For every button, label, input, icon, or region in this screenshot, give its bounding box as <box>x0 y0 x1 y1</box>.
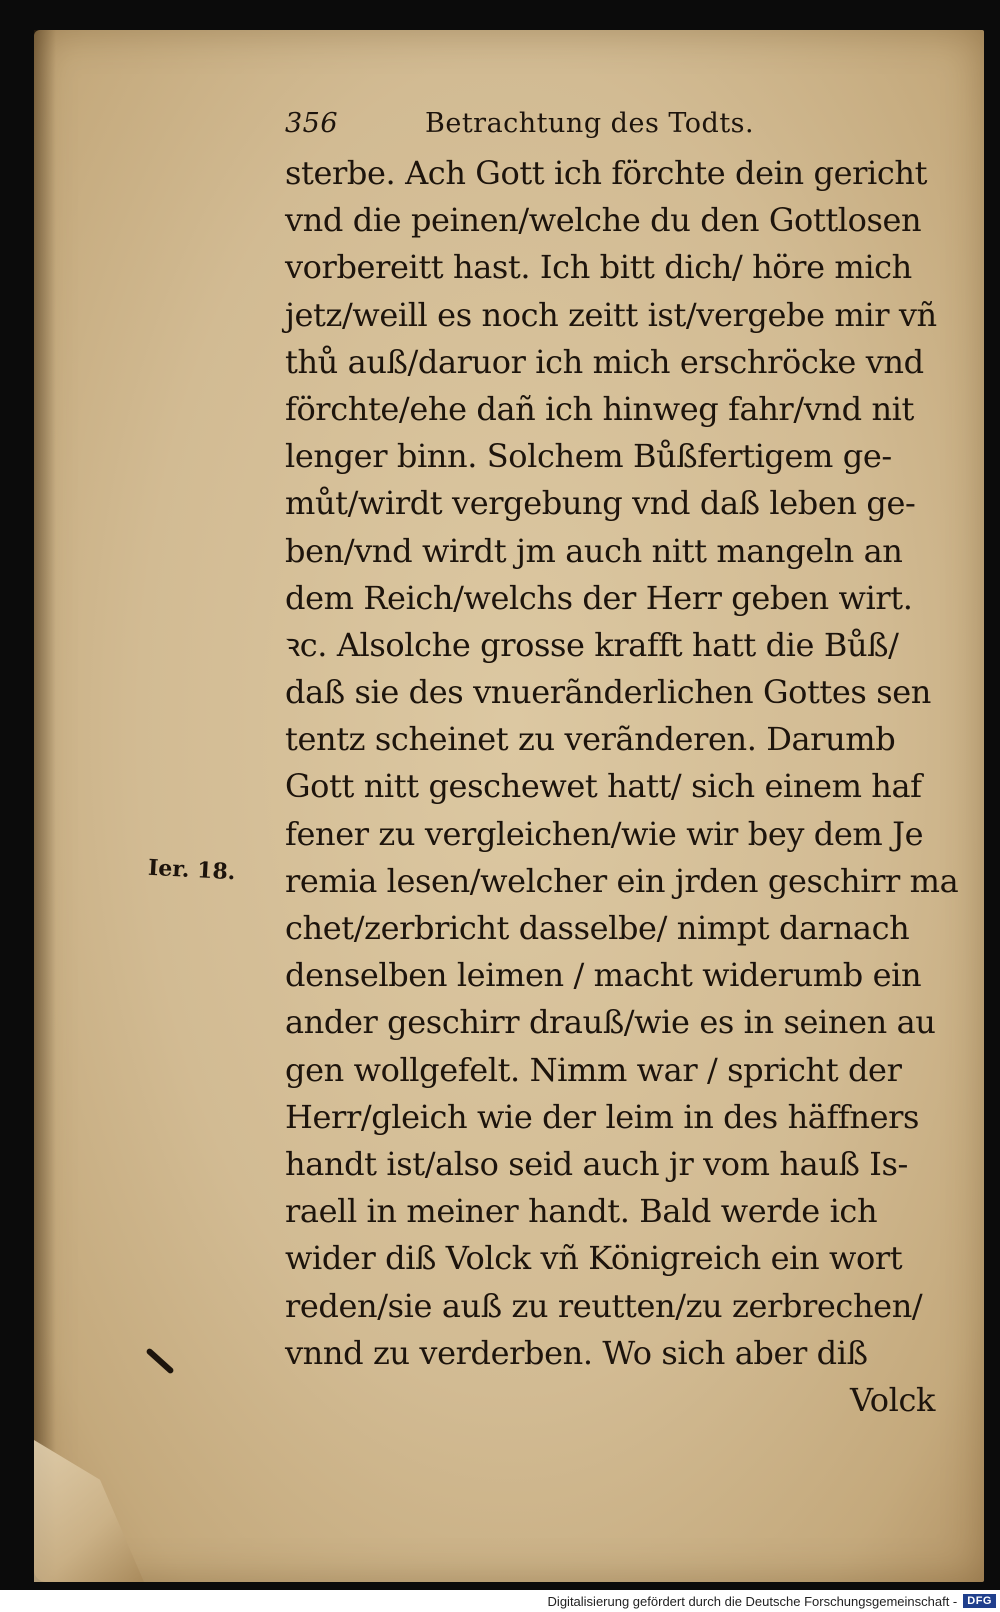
text-line: lenger binn. Solchem Bůßfertigem ge- <box>285 437 892 476</box>
text-line: ben/vnd wirdt jm auch nitt mangeln an <box>285 531 903 570</box>
dfg-logo: DFG <box>963 1594 996 1608</box>
text-line: reden/sie auß zu reutten/zu zerbrechen/ <box>285 1286 923 1325</box>
text-line: sterbe. Ach Gott ich förchte dein gericht <box>285 154 928 192</box>
text-line: vnd die peinen/welche du den Gottlosen <box>285 201 922 240</box>
funding-credit: Digitalisierung gefördert durch die Deutsche Forschungsgemeinschaft - <box>547 1593 958 1609</box>
text-line: dem Reich/welchs der Herr geben wirt. <box>285 578 913 617</box>
text-line: fener zu vergleichen/wie wir bey dem Je <box>285 814 924 853</box>
page-edge-shadow <box>34 30 56 1582</box>
text-line: můt/wirdt vergebung vnd daß leben ge- <box>285 484 916 523</box>
text-line: remia lesen/welcher ein jrden geschirr ma <box>285 861 959 900</box>
text-line: Herr/gleich wie der leim in des häffners <box>285 1097 920 1136</box>
marginal-note: Ier. 18. <box>147 854 237 886</box>
text-line: ꝛc. Alsolche grosse krafft hatt die Bůß/ <box>285 625 899 664</box>
text-line: vnnd zu verderben. Wo sich aber diß <box>285 1333 868 1372</box>
text-line: vorbereitt hast. Ich bitt dich/ höre mich <box>285 248 912 287</box>
text-line: thů auß/daruor ich mich erschröcke vnd <box>285 342 924 381</box>
text-line: jetz/weill es noch zeitt ist/vergebe mir vñ <box>285 295 937 334</box>
text-line: Gott nitt geschewet hatt/ sich einem haf <box>285 767 922 806</box>
page-header <box>285 108 945 150</box>
page-number: 356 <box>285 108 339 139</box>
text-line: förchte/ehe dañ ich hinweg fahr/vnd nit <box>285 389 914 428</box>
text-line: tentz scheinet zu verãnderen. Darumb <box>285 720 896 759</box>
text-block <box>285 108 959 1424</box>
text-line: raell in meiner handt. Bald werde ich <box>285 1192 878 1231</box>
text-line: wider diß Volck vñ Königreich ein wort <box>285 1239 903 1278</box>
text-line: handt ist/also seid auch jr vom hauß Is- <box>285 1144 908 1183</box>
footer-bar <box>0 1590 1000 1612</box>
text-line: chet/zerbricht dasselbe/ nimpt darnach <box>285 909 910 947</box>
running-head: Betrachtung des Todts. <box>425 108 755 139</box>
text-line: daß sie des vnuerãnderlichen Gottes sen <box>285 673 931 712</box>
catchword: Volck <box>850 1380 935 1419</box>
text-line: gen wollgefelt. Nimm war / spricht der <box>285 1050 902 1089</box>
text-line: denselben leimen / macht widerumb ein <box>285 956 922 995</box>
text-line: ander geschirr drauß/wie es in seinen au <box>285 1003 936 1042</box>
